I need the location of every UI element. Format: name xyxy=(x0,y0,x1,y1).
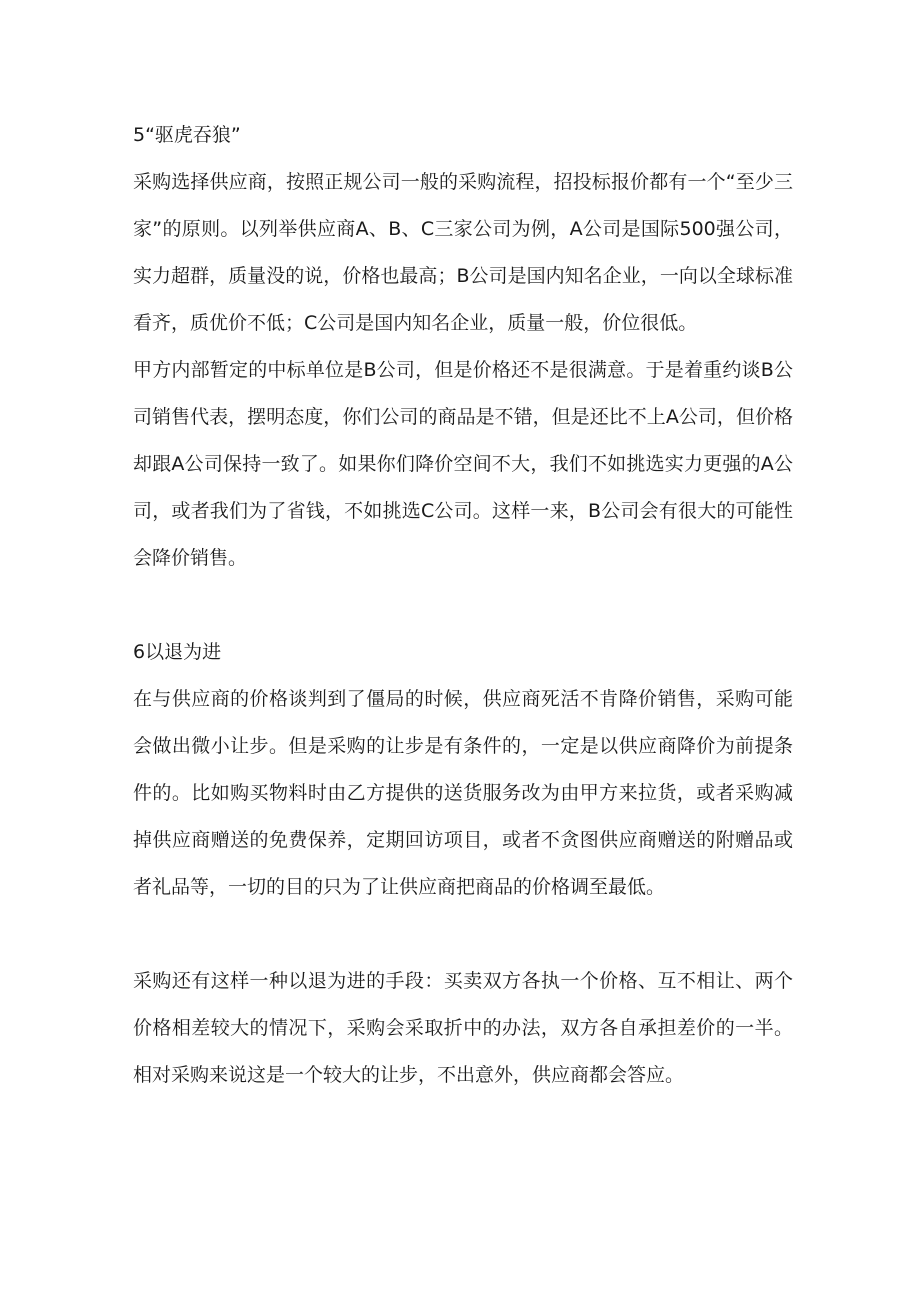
section-6-paragraph-2: 采购还有这样一种以退为进的手段：买卖双方各执一个价格、互不相让、两个价格相差较大的情况下，采购会采取折中的办法，双方各自承担差价的一半。相对采购来说这是一个较大的让步，不出意外，供应商都会答应。 xyxy=(133,970,793,1086)
paragraph-spacer xyxy=(133,911,793,958)
section-6-heading: 6以退为进 xyxy=(133,641,222,663)
document-content xyxy=(133,112,793,1099)
section-5-heading: 5“驱虎吞狼” xyxy=(133,124,241,146)
section-6-paragraph-1: 在与供应商的价格谈判到了僵局的时候，供应商死活不肯降价销售，采购可能会做出微小让步。但是采购的让步是有条件的，一定是以供应商降价为前提条件的。比如购买物料时由乙方提供的送货服务改为由甲方来拉货，或者采购减掉供应商赠送的免费保养，定期回访项目，或者不贪图供应商赠送的附赠品或者礼品等，一切的目的只为了让供应商把商品的价格调至最低。 xyxy=(133,688,793,898)
section-spacer xyxy=(133,582,793,629)
section-5-paragraph-1: 采购选择供应商，按照正规公司一般的采购流程，招投标报价都有一个“至少三家”的原则。以列举供应商A、B、C三家公司为例，A公司是国际500强公司，实力超群，质量没的说，价格也最高；B公司是国内知名企业，一向以全球标准看齐，质优价不低；C公司是国内知名企业，质量一般，价位很低。 xyxy=(133,171,793,334)
section-5-paragraph-2: 甲方内部暂定的中标单位是B公司，但是价格还不是很满意。于是着重约谈B公司销售代表，摆明态度，你们公司的商品是不错，但是还比不上A公司，但价格却跟A公司保持一致了。如果你们降价空间不大，我们不如挑选实力更强的A公司，或者我们为了省钱，不如挑选C公司。这样一来，B公司会有很大的可能性会降价销售。 xyxy=(133,359,793,569)
